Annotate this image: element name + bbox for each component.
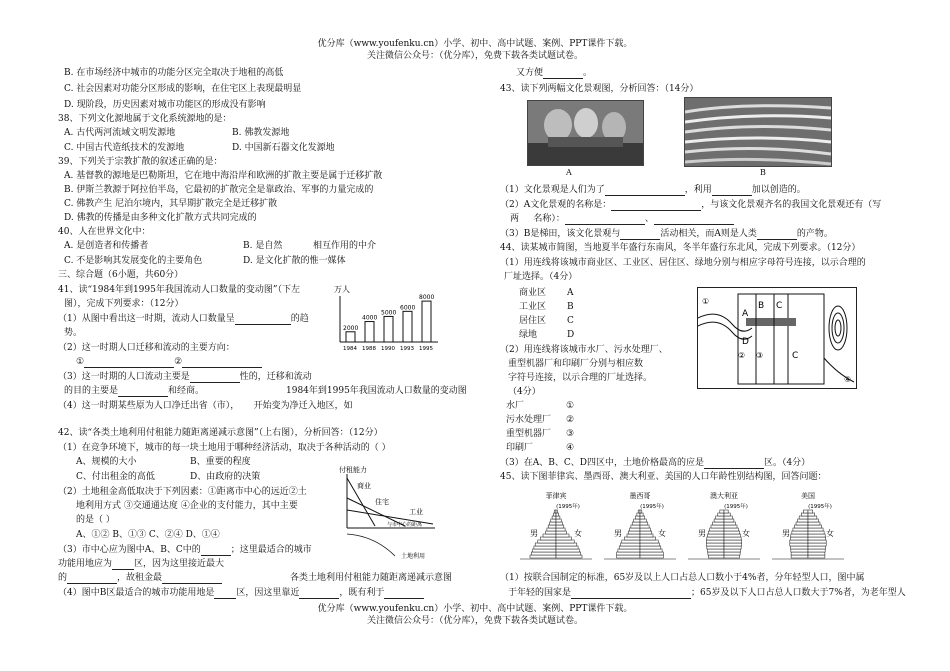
- q42-part-4-tail: 又方便 。: [516, 68, 593, 78]
- pyramid-bar: [708, 552, 724, 555]
- pyramid-bar: [808, 552, 825, 555]
- pyramid-bar: [724, 543, 742, 546]
- pyramid-bar: [808, 528, 823, 531]
- rent-x2label: 土地利用: [401, 553, 426, 560]
- header-line-2: 关注微信公众号：（优分库），免费下载各类试题试卷。: [366, 51, 583, 61]
- pyramid-bar: [724, 546, 741, 549]
- q42-part-2b: 地利用方式 ③交通通达度 ④企业的支付能力，其中主要: [76, 501, 298, 511]
- blank[interactable]: [712, 186, 752, 196]
- pyramid-bar: [706, 543, 724, 546]
- q42-part-3c: 的 ，故租金最: [58, 573, 222, 584]
- pyramid-bar: [556, 510, 558, 513]
- pyramid-2: [684, 490, 764, 566]
- pyramid-bar: [617, 552, 640, 555]
- blank[interactable]: [605, 186, 685, 196]
- rent-ylabel: 付租能力: [339, 466, 367, 474]
- q38-option-a: A. 古代两河流域文明发源地: [64, 128, 176, 138]
- pyramid-bar: [556, 546, 578, 549]
- pyramid-bar: [799, 516, 808, 519]
- pyramid-bar: [547, 528, 556, 531]
- pyramid-female-label: 女: [658, 529, 666, 538]
- bar-value-label: 4000: [362, 314, 378, 322]
- q39-stem: 39、下列关于宗教扩散的叙述正确的是：: [58, 157, 223, 167]
- q44-part-2d: （4分）: [508, 387, 541, 397]
- pyramid-bar: [556, 537, 572, 540]
- pyramid-bar: [550, 522, 557, 525]
- pyramid-bar: [808, 543, 826, 546]
- pyramid-bar: [640, 519, 646, 522]
- pyramid-bar: [808, 537, 826, 540]
- blank[interactable]: [118, 387, 168, 397]
- photo-b-shapes: [685, 98, 831, 166]
- pyramid-female-label: 女: [742, 529, 750, 538]
- bar-value-label: 8000: [419, 294, 435, 302]
- blank[interactable]: [162, 574, 222, 584]
- pyramid-bar: [630, 528, 640, 531]
- q45-stem: 45、读下图菲律宾、墨西哥、澳大利亚、美国的人口年龄性别结构图，回答问题：: [500, 472, 827, 482]
- q44-part-2: （2）用连线将该城市水厂、污水处理厂、: [500, 345, 668, 355]
- pyramid-bar: [556, 552, 581, 555]
- factory-sewage: 污水处理厂: [506, 415, 552, 425]
- rent-decline-diagram: [335, 464, 445, 562]
- q43-part-2b: 两 名称）： 、: [510, 214, 734, 225]
- q42-part-2-options: A、①② B、①③ C、②④ D、①④: [76, 530, 220, 540]
- bar-value-label: 5000: [381, 309, 397, 317]
- pyramid-bar: [710, 528, 724, 531]
- q41-part-2: （2）这一时期人口迁移和流动的主要方向：: [58, 343, 235, 353]
- pyramid-bar: [808, 540, 826, 543]
- pyramid-bar: [622, 540, 640, 543]
- pyramid-male-label: 男: [782, 529, 790, 538]
- header-line-1: 优分库（www.youfenku.cn）小学、初中、高中试题、案例、PPT课件下载。: [317, 39, 633, 49]
- pyramid-male-label: 男: [530, 529, 538, 538]
- bar-1984: [346, 332, 355, 342]
- q42-stem: 42、读“各类土地利用付租能力随距离递减示意图”（上右图），分析回答：（12分）: [58, 428, 383, 438]
- q42-part-2: （2）土地租金高低取决于下列因素：①距离市中心的远近②土: [58, 487, 307, 497]
- q41-stem: 41、读“1984年到1995年我国流动人口数量的变动图”（下左: [58, 285, 300, 295]
- pyramid-bar: [718, 513, 724, 516]
- q38-option-b: B. 佛教发源地: [232, 128, 290, 138]
- pyramid-bar: [640, 534, 653, 537]
- pyramid-bar: [640, 522, 648, 525]
- q41-part-2-answers: ① ②: [76, 357, 262, 368]
- bar-chart-caption: 1984年到1995年我国流动人口数量的变动图: [286, 386, 467, 396]
- pyramid-bar: [706, 540, 724, 543]
- q42-part-1: （1）在竞争环境下，城市的每一块土地用于哪种经济活动，取决于各种活动的（ ）: [58, 443, 391, 453]
- blank[interactable]: [757, 230, 797, 240]
- blank[interactable]: [565, 215, 645, 225]
- q42-option-a: A、规模的大小: [76, 457, 137, 467]
- pyramid-bar: [618, 549, 640, 552]
- q45-part-1b: 于年轻的国家是 ；65岁及以下人口占总人口数大于7%者，为老年型人: [508, 588, 906, 598]
- pyramid-bar: [635, 516, 640, 519]
- q41-part-1-end: 势。: [64, 328, 83, 338]
- pyramid-bar: [808, 549, 825, 552]
- pyramid-bar: [621, 543, 641, 546]
- pyramid-male-label: 男: [698, 529, 706, 538]
- population-pyramids: [516, 490, 846, 566]
- bar-1990: [384, 316, 393, 342]
- q37-option-b: B. 在市场经济中城市的功能分区完全取决于地租的高低: [64, 68, 284, 78]
- rail-band: [746, 318, 796, 326]
- photo-a-caption: A: [566, 168, 572, 177]
- pyramid-bar: [535, 543, 556, 546]
- q42-option-d: D、由政府的决策: [190, 472, 261, 482]
- blank[interactable]: [571, 589, 691, 599]
- map-label-b: B: [758, 301, 765, 311]
- pyramid-bar: [790, 540, 808, 543]
- pyramid-bar: [538, 540, 556, 543]
- blank[interactable]: [112, 560, 134, 570]
- pyramid-bar: [708, 531, 724, 534]
- pyramid-year: (1995年): [724, 504, 748, 510]
- match-letter-d: D: [567, 330, 575, 340]
- pyramid-bar: [808, 531, 824, 534]
- pyramid-bar: [790, 537, 808, 540]
- q44-part-2b: 重型机器厂和印刷厂分别与相应数: [508, 359, 644, 369]
- pyramid-bar: [724, 525, 737, 528]
- pyramid-bar: [533, 549, 556, 552]
- series-residence: 住宅: [375, 498, 389, 506]
- pyramid-bar: [638, 510, 640, 513]
- pyramid-bar: [808, 522, 820, 525]
- pyramid-country: 澳大利亚: [710, 492, 738, 500]
- pyramid-bar: [808, 519, 818, 522]
- pyramid-bar: [724, 519, 734, 522]
- bar-value-label: 6000: [400, 304, 416, 312]
- pyramid-bar: [796, 522, 808, 525]
- pyramid-bar: [707, 534, 724, 537]
- pyramid-0: [516, 490, 596, 566]
- section-3-heading: 三、综合题（6小题，共60分）: [58, 270, 184, 280]
- q38-stem: 38、下列文化源地属于文化系统源地的是：: [58, 114, 232, 124]
- pyramid-male-label: 男: [614, 529, 622, 538]
- q42-option-c: C、付出租金的高低: [76, 472, 155, 482]
- match-green: 绿地: [519, 330, 538, 340]
- land-use-arc: [347, 534, 395, 556]
- factory-num-4: ④: [566, 443, 575, 453]
- q39-option-a: A. 基督教的源地是巴勒斯坦，它在地中海沿岸和欧洲的扩散主要是属于迁移扩散: [64, 171, 383, 181]
- map-label-2: ②: [738, 351, 746, 360]
- map-label-1: ①: [702, 297, 710, 306]
- pyramid-bar: [707, 546, 724, 549]
- photo-b-caption: B: [760, 168, 766, 177]
- match-letter-a: A: [567, 288, 574, 298]
- q44-stem: 44、读某城市简图，当地夏半年盛行东南风，冬半年盛行东北风，完成下列要求。（12分）: [500, 243, 861, 253]
- pyramid-bar: [724, 540, 742, 543]
- x-tick-label: 1995: [419, 346, 433, 352]
- blank[interactable]: [543, 69, 583, 79]
- q42-part-2c: 的是（ ）: [76, 515, 115, 525]
- pyramid-bar: [556, 525, 564, 528]
- pyramid-bar: [790, 546, 808, 549]
- match-letter-b: B: [567, 302, 574, 312]
- pyramid-bar: [551, 519, 556, 522]
- factory-heavy: 重型机器厂: [506, 429, 552, 439]
- pyramid-bar: [724, 510, 728, 513]
- bar-1993: [403, 311, 412, 342]
- pyramid-bar: [530, 555, 556, 558]
- pyramid-bar: [556, 522, 563, 525]
- pyramid-bar: [724, 537, 741, 540]
- pyramid-bar: [640, 537, 656, 540]
- pyramid-bar: [792, 531, 808, 534]
- q40-option-b-tail: 相互作用的中介: [313, 241, 377, 251]
- pyramid-bar: [556, 519, 561, 522]
- pyramid-bar: [724, 555, 740, 558]
- city-map: [697, 287, 857, 389]
- pyramid-bar: [808, 525, 822, 528]
- pyramid-bar: [724, 516, 732, 519]
- pyramid-female-label: 女: [826, 529, 834, 538]
- q42-part-4: （4）图中B区最适合的城市功能用地是 区，因这里靠近 ，既有利于: [58, 588, 424, 599]
- bar-1988: [365, 322, 374, 342]
- q37-option-d: D. 现阶段，历史因素对城市功能区的形成没有影响: [64, 100, 266, 110]
- photo-a-shapes: [528, 101, 643, 165]
- pyramid-bar: [552, 516, 556, 519]
- pyramid-bar: [724, 549, 741, 552]
- pyramid-bar: [556, 540, 574, 543]
- pyramid-bar: [708, 555, 724, 558]
- rent-diagram-caption: 各类土地利用付租能力随距离递减示意图: [290, 573, 453, 583]
- q41-stem-2: 图），完成下列要求：（12分）: [64, 299, 184, 309]
- q41-part-4: （4）这一时期某些原为人口净迁出省（市）， 开始变为净迁入地区，如: [58, 401, 353, 411]
- pyramid-3: [768, 490, 848, 566]
- pyramid-bar: [640, 543, 660, 546]
- blank[interactable]: [214, 589, 236, 599]
- pyramid-bar: [707, 549, 724, 552]
- pyramid-bar: [617, 555, 640, 558]
- pyramid-bar: [707, 537, 724, 540]
- pyramid-bar: [640, 552, 663, 555]
- pyramid-bar: [798, 519, 808, 522]
- map-label-c: C: [776, 301, 783, 311]
- bar-value-label: 2000: [343, 324, 359, 332]
- pyramid-bar: [716, 516, 724, 519]
- q43-part-3: （3）B是梯田，该文化景观与 活动相关，而A则是人类 的产物。: [500, 229, 833, 239]
- pyramid-bar: [627, 534, 640, 537]
- footer-line-2: 关注微信公众号：（优分库），免费下载各类试题试卷。: [366, 616, 583, 626]
- pyramid-bar: [531, 552, 556, 555]
- q44-part-1: （1）用连线将该城市商业区、工业区、居住区、绿地分别与相应字母符号连接，以示合理的: [500, 258, 866, 268]
- match-letter-c: C: [567, 316, 574, 326]
- pyramid-bar: [634, 519, 640, 522]
- q40-option-d: D. 是文化扩散的惟一媒体: [243, 256, 346, 266]
- pyramid-bar: [556, 549, 579, 552]
- pyramid-bar: [640, 540, 658, 543]
- pyramid-bar: [556, 513, 559, 516]
- pyramid-bar: [556, 555, 582, 558]
- q42-part-3: （3）市中心应为图中A、B、C中的 ；这里最适合的城市: [58, 545, 312, 555]
- pyramid-bar: [631, 525, 640, 528]
- q41-part-3b: 的目的主要是 和经商。: [64, 386, 205, 396]
- factory-water: 水厂: [506, 401, 525, 411]
- bars-group: [346, 301, 431, 342]
- pyramid-year: (1995年): [640, 504, 664, 510]
- pyramid-bar: [791, 552, 808, 555]
- blank[interactable]: [384, 589, 424, 599]
- q37-option-c: C. 社会因素对功能分区形成的影响，在住宅区上表现最明显: [64, 84, 302, 94]
- pyramid-bar: [546, 531, 556, 534]
- map-label-c2: C: [792, 351, 799, 361]
- pyramid-bar: [640, 549, 662, 552]
- pyramid-bar: [548, 525, 556, 528]
- pyramid-country: 菲律宾: [545, 492, 567, 500]
- q38-option-d: D. 中国新石器文化发源地: [232, 143, 335, 153]
- pyramid-bar: [724, 552, 740, 555]
- map-label-3: ③: [756, 351, 764, 360]
- pyramid-bar: [808, 510, 813, 513]
- rent-xlabel: 与市中心的距离: [387, 522, 423, 528]
- blank[interactable]: [299, 589, 339, 599]
- pyramid-bar: [640, 555, 663, 558]
- q40-option-c: C. 不是影响其发展变化的主要角色: [64, 256, 203, 266]
- pyramid-bar: [637, 513, 640, 516]
- pyramid-bar: [640, 513, 643, 516]
- blank[interactable]: [84, 358, 174, 368]
- pyramid-bar: [720, 510, 724, 513]
- q44-part-3: （3）在A、B、C、D四区中，土地价格最高的应是 区。（4分）: [500, 458, 811, 468]
- pyramid-bar: [640, 528, 650, 531]
- pyramid-bar: [640, 525, 649, 528]
- q43-stem: 43、读下列两幅文化景观图，分析回答：（14分）: [500, 84, 699, 94]
- pyramid-bar: [534, 546, 556, 549]
- factory-num-3: ③: [566, 429, 575, 439]
- factory-num-1: ①: [566, 401, 575, 411]
- photo-b-terraces: [684, 97, 832, 167]
- q39-option-c: C. 佛教产生 尼泊尔境内，其早期扩散完全是迁移扩散: [64, 199, 278, 209]
- pyramid-bar: [711, 525, 724, 528]
- q42-option-b: B、重要的程度: [190, 457, 251, 467]
- q44-part-2c: 字符号连接，以示合理的厂址选择。: [508, 373, 653, 383]
- pyramid-country: 美国: [801, 492, 815, 500]
- pyramid-bar: [640, 510, 642, 513]
- pyramid-year: (1995年): [556, 504, 580, 510]
- map-label-a: A: [742, 309, 749, 319]
- series-commerce: 商业: [357, 482, 371, 490]
- chart-ylabel: 万人: [334, 285, 350, 294]
- factory-printing: 印刷厂: [506, 443, 534, 453]
- pyramid-bar: [724, 513, 730, 516]
- pyramid-year: (1995年): [808, 504, 832, 510]
- footer-line-1: 优分库（www.youfenku.cn）小学、初中、高中试题、案例、PPT课件下载。: [317, 604, 633, 614]
- pyramid-bar: [556, 531, 566, 534]
- blank[interactable]: [235, 315, 291, 325]
- pyramid-bar: [714, 519, 724, 522]
- pyramid-bar: [791, 555, 808, 558]
- blank[interactable]: [190, 373, 240, 383]
- pyramid-country: 墨西哥: [629, 492, 651, 500]
- pyramid-bar: [556, 543, 577, 546]
- bar-1995: [422, 301, 431, 342]
- series-industry: 工业: [409, 508, 423, 516]
- pyramid-bar: [808, 546, 826, 549]
- q39-option-b: B. 伊斯兰教源于阿拉伯半岛，它最初的扩散完全是靠政治、军事的力量完成的: [64, 185, 374, 195]
- map-label-4: ④: [844, 375, 852, 384]
- pyramid-bar: [556, 516, 560, 519]
- pyramid-bar: [793, 528, 808, 531]
- blank[interactable]: [182, 358, 262, 368]
- q38-option-c: C. 中国古代造纸技术的发源地: [64, 143, 185, 153]
- pyramid-bar: [628, 531, 640, 534]
- pyramid-bar: [640, 516, 645, 519]
- photo-a-stone-carving: [527, 100, 644, 166]
- pyramid-bar: [724, 522, 735, 525]
- blank[interactable]: [611, 201, 701, 211]
- pyramid-bar: [794, 525, 808, 528]
- pyramid-bar: [540, 537, 556, 540]
- pyramid-bar: [724, 528, 738, 531]
- pyramid-bar: [640, 546, 661, 549]
- match-residence: 居住区: [519, 316, 547, 326]
- q44-part-1b: 厂址选择。（4分）: [504, 272, 578, 282]
- pyramid-bar: [801, 513, 808, 516]
- blank[interactable]: [201, 546, 231, 556]
- x-tick-label: 1984: [343, 346, 357, 352]
- pyramid-bar: [791, 549, 808, 552]
- pyramid-bar: [724, 531, 740, 534]
- q40-stem: 40、人在世界文化中：: [58, 227, 151, 237]
- pyramid-bar: [808, 516, 817, 519]
- q43-part-1: （1）文化景观是人们为了 ，利用 加以创造的。: [500, 185, 806, 195]
- x-tick-label: 1988: [362, 346, 376, 352]
- pyramid-bar: [724, 534, 741, 537]
- blank[interactable]: [704, 459, 764, 469]
- q42-part-3b: 功能用地应为 区，因为这里接近最大: [58, 559, 225, 569]
- pyramid-bar: [640, 531, 652, 534]
- pyramid-1: [600, 490, 680, 566]
- blank[interactable]: [67, 574, 117, 584]
- pyramid-bar: [624, 537, 640, 540]
- pyramid-bar: [808, 513, 815, 516]
- pyramid-bar: [713, 522, 724, 525]
- pyramid-bar: [556, 534, 569, 537]
- pyramid-bar: [790, 543, 808, 546]
- q43-part-2: （2）A文化景观的名称是： ，与该文化景观齐名的我国文化景观还有（写: [500, 200, 882, 210]
- pyramid-bar: [808, 534, 825, 537]
- q40-option-b: B. 是自然: [243, 241, 283, 251]
- pyramid-bar: [632, 522, 640, 525]
- q41-part-1: （1）从图中看出这一时期，流动人口数量呈 的趋: [58, 314, 309, 324]
- pyramid-bar: [553, 513, 556, 516]
- q45-part-1: （1）按联合国制定的标准，65岁及以上人口占总人口数小于4%者，分年轻型人口，图中属: [500, 573, 865, 583]
- factory-num-2: ②: [566, 415, 575, 425]
- pyramid-bar: [791, 534, 808, 537]
- q39-option-d: D. 佛教的传播是由多种文化扩散方式共同完成的: [64, 213, 257, 223]
- blank[interactable]: [654, 215, 734, 225]
- x-tick-label: 1990: [381, 346, 395, 352]
- q40-option-a: A. 是创造者和传播者: [64, 241, 149, 251]
- blank[interactable]: [620, 230, 660, 240]
- pyramid-bar: [619, 546, 640, 549]
- map-label-d: D: [742, 337, 749, 347]
- pyramid-bar: [803, 510, 808, 513]
- x-ticks-group: [343, 346, 433, 352]
- pyramid-bar: [556, 528, 565, 531]
- flow-population-bar-chart: [328, 282, 448, 354]
- match-commerce: 商业区: [519, 288, 547, 298]
- x-tick-label: 1993: [400, 346, 414, 352]
- pyramid-female-label: 女: [574, 529, 582, 538]
- pyramid-bar: [543, 534, 556, 537]
- pyramid-bar: [808, 555, 825, 558]
- match-industry: 工业区: [519, 302, 547, 312]
- q41-part-3: （3）这一时期的人口流动主要是 性的，迁移和流动: [58, 372, 312, 382]
